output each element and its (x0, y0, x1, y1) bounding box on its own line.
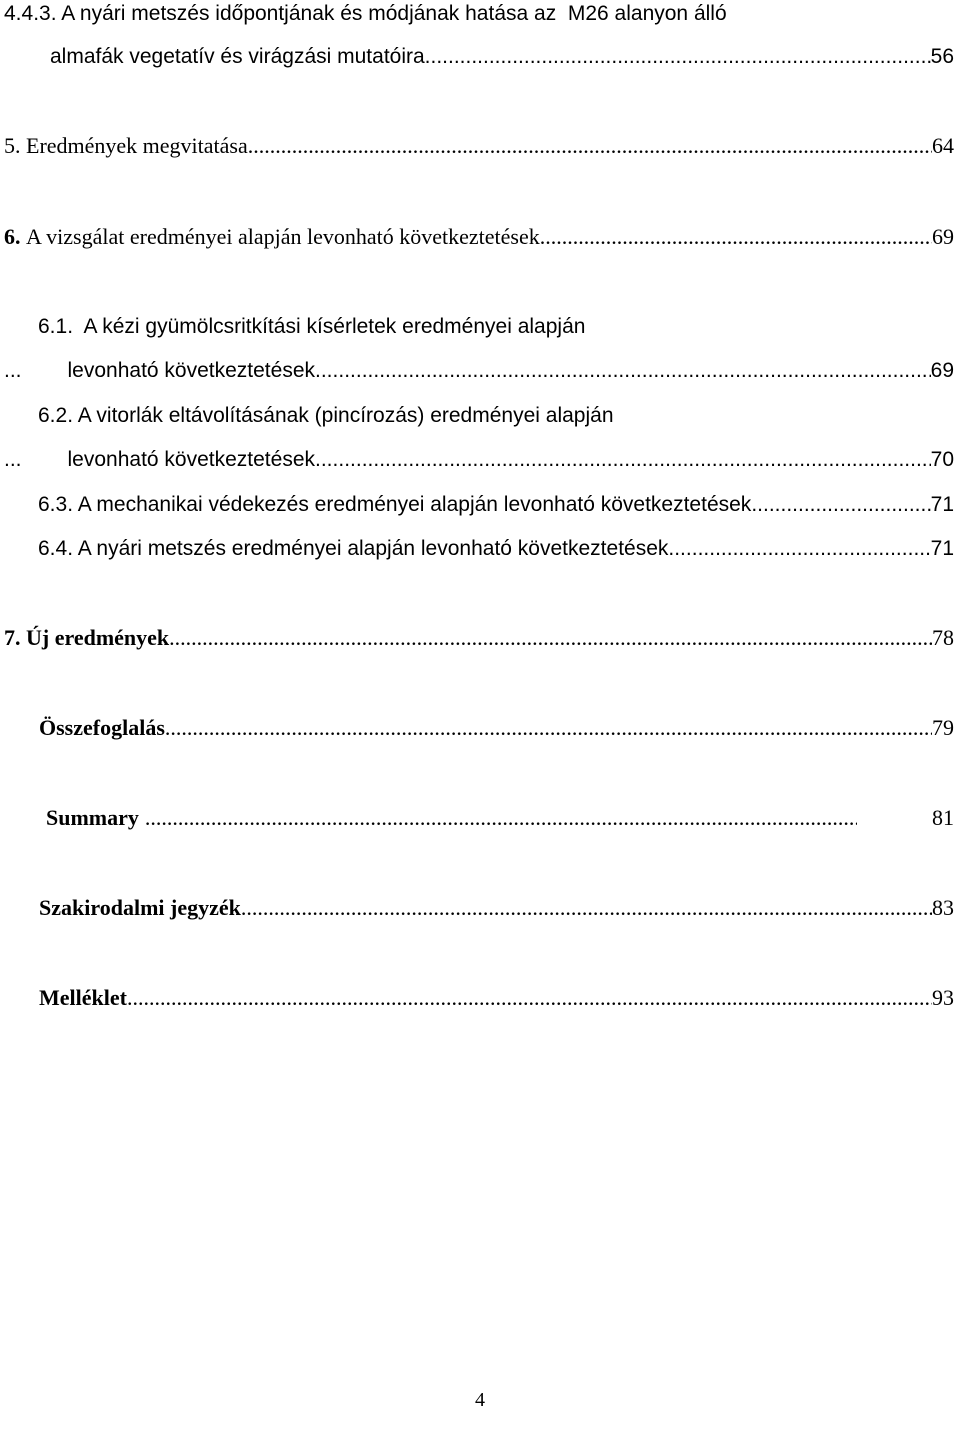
toc-entry-6-1-line1 (38, 316, 585, 337)
toc-title: Melléklet (39, 985, 127, 1010)
toc-title: levonható következtetések (67, 359, 316, 382)
dot-leader (248, 135, 932, 157)
toc-label (4, 360, 315, 381)
toc-page: 69 (930, 359, 954, 382)
toc-title: Szakirodalmi jegyzék (39, 895, 241, 920)
dot-leader (169, 627, 932, 649)
dot-leader (540, 226, 932, 248)
toc-leader: ... (4, 359, 22, 382)
toc-title: Összefoglalás (39, 715, 165, 740)
dot-leader (145, 807, 857, 829)
toc-page: 56 (930, 45, 954, 68)
toc-number: 5. (4, 133, 21, 158)
toc-entry-osszefoglalas[interactable] (39, 717, 954, 739)
toc-number: 6.1. (38, 315, 74, 338)
toc-entry-6-2-line2[interactable] (4, 449, 954, 470)
toc-entry-summary[interactable] (46, 807, 954, 829)
toc-title: A nyári metszés eredményei alapján levonható következtetések (77, 537, 669, 560)
toc-number: 6.4. (38, 537, 74, 560)
toc-entry-7[interactable] (4, 627, 954, 649)
toc-page: 69 (932, 224, 954, 249)
toc-entry-4-4-3-line1 (4, 3, 727, 24)
toc-page: 78 (932, 625, 954, 650)
toc-page: 83 (932, 895, 954, 920)
toc-title: A kézi gyümölcsritkítási kísérletek eredményei alapján (83, 315, 586, 338)
toc-page: 79 (932, 715, 954, 740)
dot-leader (127, 987, 932, 1009)
toc-number: 6.2. (38, 404, 74, 427)
dot-leader (751, 494, 930, 515)
toc-page: 64 (932, 133, 954, 158)
toc-page: 93 (932, 985, 954, 1010)
toc-entry-6-1-line2[interactable] (4, 360, 954, 381)
toc-title: Új eredmények (26, 625, 170, 650)
toc-title: A mechanikai védekezés eredményei alapján levonható következtetések (77, 493, 752, 516)
toc-label (38, 494, 751, 515)
toc-number: 6. (4, 224, 21, 249)
toc-title: Summary (46, 805, 139, 830)
dot-leader (315, 360, 931, 381)
toc-entry-szakirodalom[interactable] (39, 897, 954, 919)
toc-entry-6[interactable] (4, 226, 954, 248)
toc-title: A vitorlák eltávolításának (pincírozás) eredményei alapján (77, 404, 614, 427)
page-number: 4 (475, 1389, 485, 1411)
dot-leader (241, 897, 932, 919)
toc-label (4, 449, 315, 470)
toc-page: 71 (930, 537, 954, 560)
toc-page: 81 (932, 805, 954, 830)
toc-label (38, 538, 668, 559)
toc-title: A vizsgálat eredményei alapján levonható következtetések (26, 224, 540, 249)
toc-title: almafák vegetatív és virágzási mutatóira (50, 45, 425, 68)
toc-leader: ... (4, 448, 22, 471)
dot-leader (425, 46, 931, 67)
toc-page: 70 (930, 448, 954, 471)
toc-entry-5[interactable] (4, 135, 954, 157)
toc-label (4, 627, 169, 649)
toc-entry-melleklet[interactable] (39, 987, 954, 1009)
toc-title: A nyári metszés időpontjának és módjának hatása az M26 alanyon álló (61, 2, 727, 25)
toc-number: 4.4.3. (4, 2, 57, 25)
toc-title: levonható következtetések (67, 448, 316, 471)
dot-leader (165, 717, 932, 739)
toc-number: 6.3. (38, 493, 74, 516)
toc-number: 7. (4, 625, 21, 650)
dot-leader (668, 538, 930, 559)
toc-entry-6-2-line1 (38, 405, 614, 426)
toc-page: 71 (930, 493, 954, 516)
toc-entry-6-4[interactable] (38, 538, 954, 559)
toc-title: Eredmények megvitatása (26, 133, 248, 158)
toc-entry-6-3[interactable] (38, 494, 954, 515)
dot-leader (315, 449, 931, 470)
toc-label (4, 226, 540, 248)
toc-entry-4-4-3-line2[interactable] (50, 46, 954, 67)
toc-label (4, 135, 248, 157)
